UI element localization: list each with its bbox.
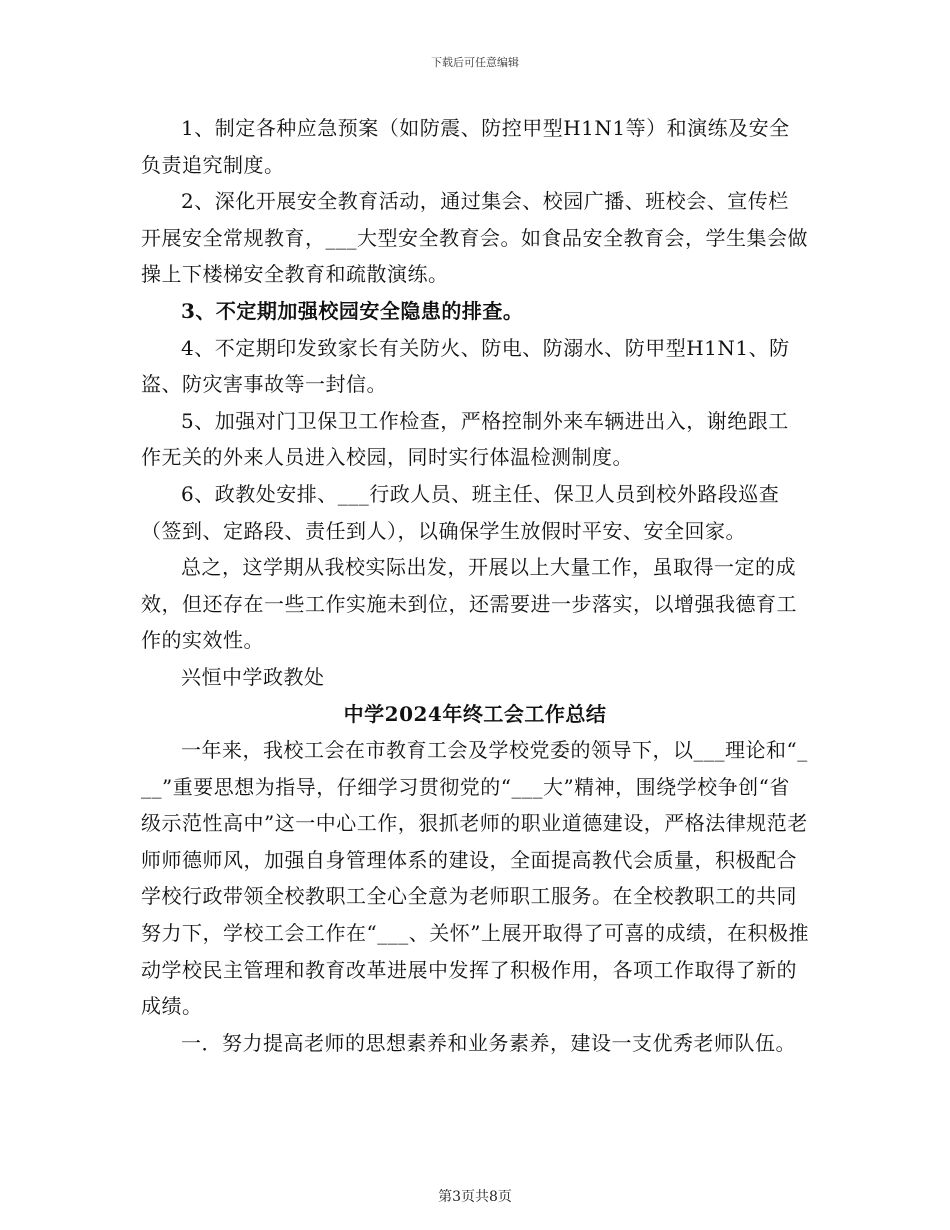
section-title: 中学2024年终工会工作总结 (343, 701, 607, 726)
page-header: 下载后可任意编辑 (431, 56, 519, 69)
paragraph-item-5: 5、加强对门卫保卫工作检查，严格控制外来车辆进出入，谢绝跟工作无关的外来人员进入校园，同时实行体温检测制度。 (141, 408, 789, 470)
paragraph-item-4: 4、不定期印发致家长有关防火、防电、防溺水、防甲型H1N1、防盗、防灾害事故等一封信。 (141, 335, 790, 397)
paragraph-item-6: 6、政教处安排、___行政人员、班主任、保卫人员到校外路段巡查（签到、定路段、责任到人），以确保学生放假时平安、安全回家。 (141, 481, 780, 543)
paragraph-point-1: 一．努力提高老师的思想素养和业务素养，建设一支优秀老师队伍。 (181, 1030, 796, 1055)
paragraph-summary: 总之，这学期从我校实际出发，开展以上大量工作，虽取得一定的成效，但还存在一些工作实施未到位，还需要进一步落实，以增强我德育工作的实效性。 (141, 555, 797, 653)
document-body (141, 110, 809, 1061)
paragraph-intro: 一年来，我校工会在市教育工会及学校党委的领导下，以___理论和“___”重要思想为指导，仔细学习贯彻党的“___大”精神，围绕学校争创“省级示范性高中”这一中心工作，狠抓老师的职业道德建设，严格法律规范老师师德师风，加强自身管理体系的建设，全面提高教代会质量，积极配合学校行政带领全校教职工全心全意为老师职工服务。在全校教职工的共同努力下，学校工会工作在“___、关怀”上展开取得了可喜的成绩，在积极推动学校民主管理和教育改革进展中发挥了积极作用，各项工作取得了新的成绩。 (141, 738, 809, 1019)
paragraph-item-1: 1、制定各种应急预案（如防震、防控甲型H1N1等）和演练及安全负责追究制度。 (141, 116, 790, 177)
page-footer: 第3页共8页 (438, 1189, 512, 1205)
paragraph-item-3-heading: 3、不定期加强校园安全隐患的排查。 (181, 298, 524, 323)
signature-line: 兴恒中学政教处 (181, 664, 325, 689)
paragraph-item-2: 2、深化开展安全教育活动，通过集会、校园广播、班校会、宣传栏开展安全常规教育，___大型安全教育会。如食品安全教育会，学生集会做操上下楼梯安全教育和疏散演练。 (141, 189, 808, 287)
